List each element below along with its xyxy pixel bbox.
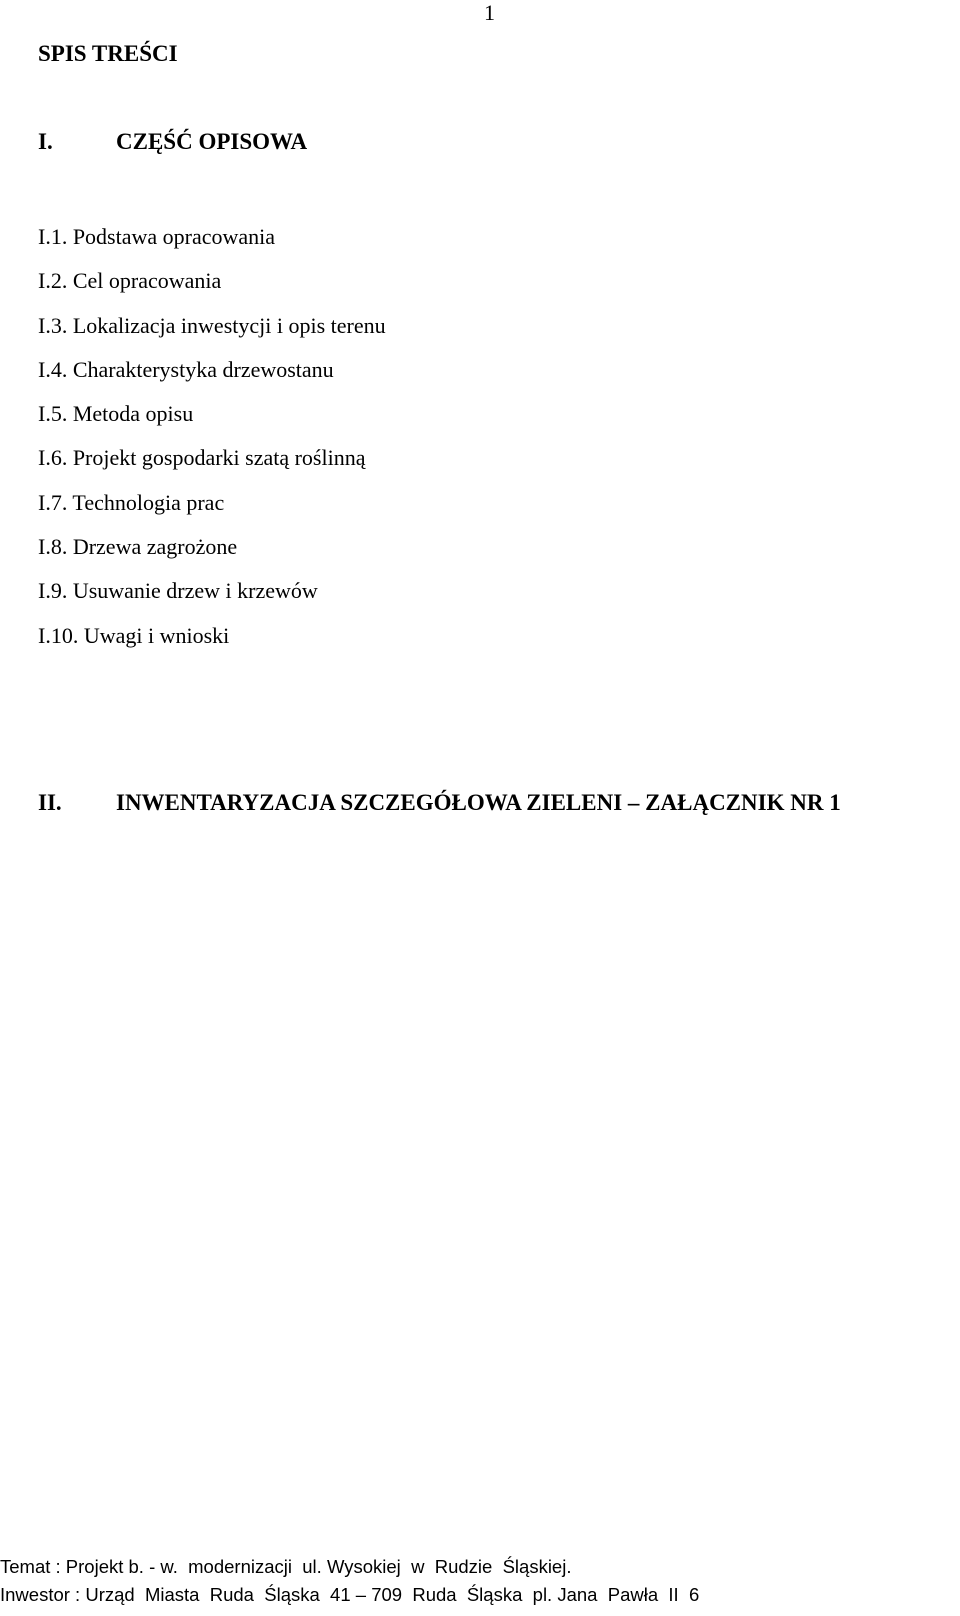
toc-item: I.6. Projekt gospodarki szatą roślinną [38, 445, 366, 471]
toc-item: I.9. Usuwanie drzew i krzewów [38, 578, 318, 604]
footer [0, 1553, 699, 1609]
toc-item: I.3. Lokalizacja inwestycji i opis terenu [38, 312, 386, 338]
toc-item: I.5. Metoda opisu [38, 401, 194, 427]
toc-item: I.7. Technologia prac [38, 489, 225, 515]
toc-list [38, 215, 386, 658]
section-number: II. [38, 790, 62, 815]
toc-item: I.10. Uwagi i wnioski [38, 622, 230, 648]
section-title: CZĘŚĆ OPISOWA [116, 129, 308, 154]
section-title: INWENTARYZACJA SZCZEGÓŁOWA ZIELENI – ZAŁĄCZNIK NR 1 [116, 790, 841, 815]
section-heading-inventory [38, 789, 841, 817]
toc-item: I.4. Charakterystyka drzewostanu [38, 356, 334, 382]
toc-item: I.2. Cel opracowania [38, 268, 222, 294]
footer-investor: Inwestor : Urząd Miasta Ruda Śląska 41 – 709 Ruda Śląska pl. Jana Pawła II 6 [0, 1584, 700, 1605]
toc-item: I.8. Drzewa zagrożone [38, 534, 238, 560]
toc-item: I.1. Podstawa opracowania [38, 224, 276, 249]
page-number: 1 [484, 0, 495, 25]
section-heading-descriptive [38, 128, 307, 156]
page-title: SPIS TREŚCI [38, 41, 178, 66]
section-number: I. [38, 129, 53, 154]
footer-topic: Temat : Projekt b. - w. modernizacji ul. Wysokiej w Rudzie Śląskiej. [0, 1556, 572, 1577]
